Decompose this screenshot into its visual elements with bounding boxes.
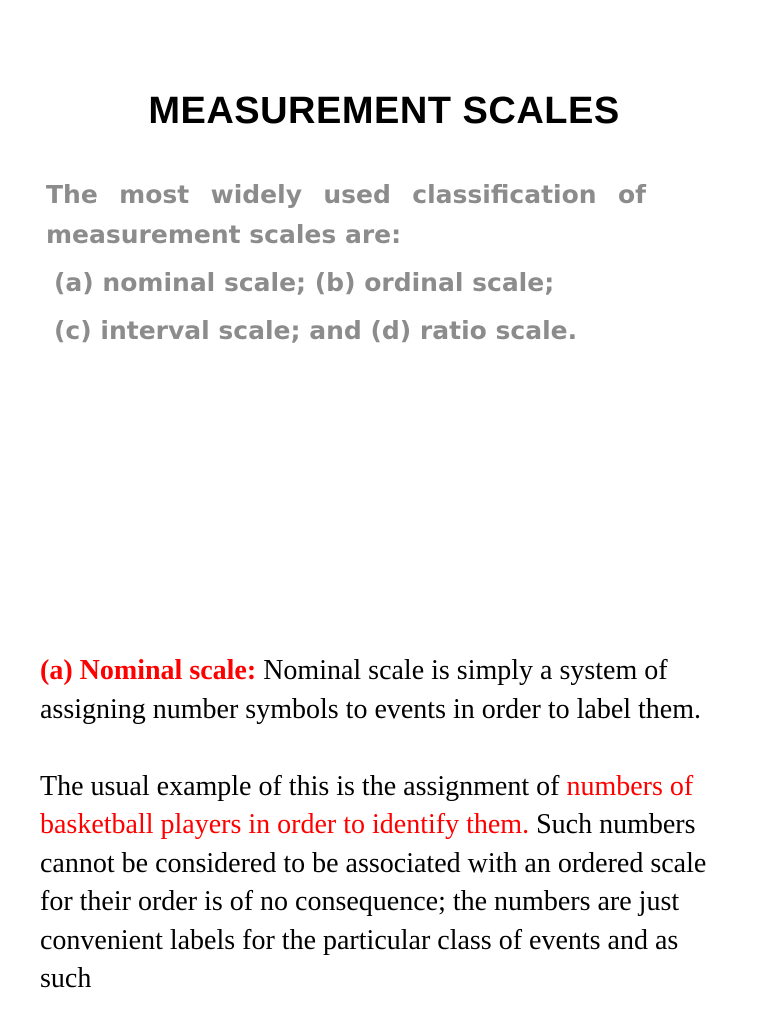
scale-list-line-2: (c) interval scale; and (d) ratio scale. [54,316,578,345]
example-highlight-text: numbers of basketball players in order to identify them. [40,770,694,840]
nominal-scale-definition-text: Nominal scale is simply a system of assigning number symbols to events in order to label them. [40,655,702,725]
example-rest-text: Such numbers cannot be considered to be associated with an ordered scale for their order is of no consequence; the numbers are just convenient labels for the particular class of events and as such [40,809,707,994]
nominal-scale-example [40,768,730,999]
nominal-scale-definition [40,652,730,729]
nominal-scale-section [40,652,730,999]
page-title: MEASUREMENT SCALES [148,90,620,132]
nominal-scale-heading: (a) Nominal scale: [40,655,257,686]
intro-block [46,175,646,351]
intro-sentence: The most widely used classification of measurement scales are: [46,180,646,249]
example-lead-text: The usual example of this is the assignment of [40,770,567,802]
scale-list-line-1: (a) nominal scale; (b) ordinal scale; [54,268,555,297]
